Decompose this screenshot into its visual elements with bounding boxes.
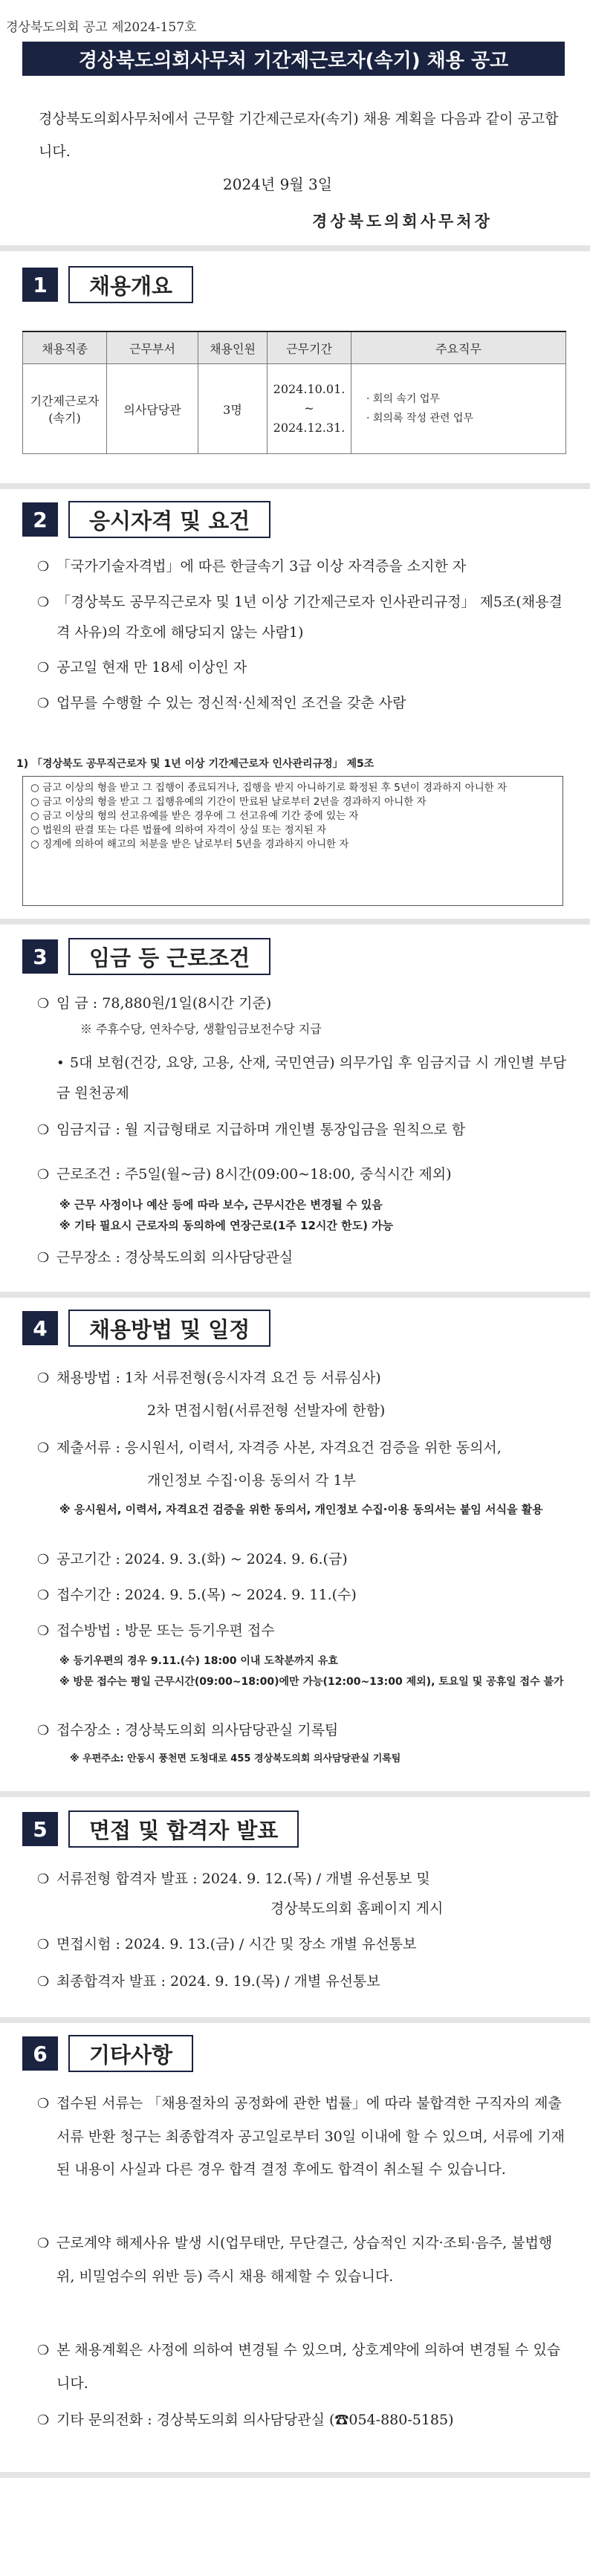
conditions-note: ※ 근무 사정이나 예산 등에 따라 보수, 근무시간은 변경될 수 있음 [59,1198,383,1211]
circle-bullet-icon: ❍ [37,1871,50,1887]
period-dash: ~ [304,401,314,415]
circle-bullet-icon: ❍ [37,1723,50,1738]
circle-bullet-icon: ❍ [37,660,50,676]
receipt-method-note: ※ 방문 접수는 평일 근무시간(09:00~18:00)에만 가능(12:00~13:00 제외), 토요일 및 공휴일 접수 불가 [59,1676,564,1688]
circle-bullet-icon: ❍ [37,1167,50,1182]
section-label: 임금 등 근로조건 [68,938,270,975]
circle-bullet-icon: ❍ [37,559,50,575]
section-divider [0,2472,590,2478]
payment-item: ❍ 임금지급 : 월 지급형태로 지급하며 개인별 통장입금을 원칙으로 함 [37,1115,572,1145]
circle-bullet-icon: ❍ [37,1440,50,1456]
footnote-line: ○ 법원의 판결 또는 다른 법률에 의하여 자격이 상실 또는 정지된 자 [30,824,327,836]
section-number: 2 [22,502,58,537]
cell-period [268,364,351,454]
circle-bullet-icon: ❍ [37,1974,50,1990]
method-item: ❍ 채용방법 : 1차 서류전형(응시자격 요건 등 서류심사) [37,1363,572,1394]
footnote-line: ○ 징계에 의하여 해고의 처분을 받은 날로부터 5년을 경과하지 아니한 자 [30,838,349,850]
job-type-line: (속기) [48,411,81,425]
insurance-item: • 5대 보험(건강, 요양, 고용, 산재, 국민연금) 의무가입 후 임금지급 시 개인별 부담금 원천공제 [56,1048,569,1108]
section-heading-4 [22,1310,270,1347]
misc-item: ❍ 본 채용계획은 사정에 의하여 변경될 수 있으며, 상호계약에 의하여 변경될 수 있습니다. [37,2334,569,2400]
footnote-line: ○ 금고 이상의 형의 선고유예를 받은 경우에 그 선고유예 기간 중에 있는 자 [30,810,359,822]
cell-job-type [23,364,107,454]
period-end: 2024.12.31. [273,421,346,435]
document-number: 경상북도의회 공고 제2024-157호 [6,20,197,35]
footnote-line: ○ 금고 이상의 형을 받고 그 집행유예의 기간이 만료된 날로부터 2년을 경과하지 아니한 자 [30,796,427,808]
footnote-line: ○ 금고 이상의 형을 받고 그 집행이 종료되거나, 집행을 받지 아니하기로 확정된 후 5년이 경과하지 아니한 자 [30,782,508,794]
issuer-name: 경상북도의회사무처장 [312,212,493,230]
circle-bullet-icon: ❍ [37,2096,50,2111]
cell-headcount: 3명 [198,364,268,454]
receipt-method-item: ❍ 접수방법 : 방문 또는 등기우편 접수 [37,1616,572,1646]
circle-bullet-icon: ❍ [37,696,50,711]
contact-item: ❍ 기타 문의전화 : 경상북도의회 의사담당관실 (☎054-880-5185) [37,2405,572,2436]
circle-bullet-icon: ❍ [37,1370,50,1386]
section-divider [0,483,590,489]
section-divider [0,2017,590,2023]
section-number: 3 [22,939,58,974]
final-result-item: ❍ 최종합격자 발표 : 2024. 9. 19.(목) / 개별 유선통보 [37,1967,572,1997]
col-header-duties: 주요직무 [351,331,566,364]
section-heading-5 [22,1810,299,1848]
postal-address: ※ 우편주소: 안동시 풍천면 도청대로 455 경상북도의회 의사담당관실 기록팀 [70,1753,401,1764]
cell-department: 의사담당관 [107,364,198,454]
job-overview-table [22,331,566,454]
section-label: 기타사항 [68,2035,193,2072]
section-label: 채용개요 [68,266,193,303]
footnote-heading: 1) 「경상북도 공무직근로자 및 1년 이상 기간제근로자 인사관리규정」 제5조 [16,758,375,770]
qualification-item: ❍ 공고일 현재 만 18세 이상인 자 [37,653,572,683]
receipt-period-item: ❍ 접수기간 : 2024. 9. 5.(목) ~ 2024. 9. 11.(수) [37,1580,572,1611]
qualification-item: ❍ 「경상북도 공무직근로자 및 1년 이상 기간제근로자 인사관리규정」 제5조(채용결격 사유)의 각호에 해당되지 않는 사람1) [37,587,572,647]
section-heading-1 [22,266,193,303]
period-start: 2024.10.01. [273,382,346,396]
circle-bullet-icon: ❍ [37,1623,50,1639]
circle-bullet-icon: ❍ [37,1552,50,1567]
col-header-headcount: 채용인원 [198,331,268,364]
notice-period-item: ❍ 공고기간 : 2024. 9. 3.(화) ~ 2024. 9. 6.(금) [37,1544,572,1575]
circle-bullet-icon: ❍ [37,1588,50,1603]
misc-item: ❍ 근로계약 해제사유 발생 시(업무태만, 무단결근, 상습적인 지각·조퇴·음주, 불법행위, 비밀엄수의 위반 등) 즉시 채용 해제할 수 있습니다. [37,2227,569,2293]
receipt-place-item: ❍ 접수장소 : 경상북도의회 의사담당관실 기록팀 [37,1715,572,1746]
section-label: 응시자격 및 요건 [68,501,270,538]
documents-item-2: 개인정보 수집·이용 동의서 각 1부 [147,1472,356,1489]
document-result-item-2: 경상북도의회 홈페이지 게시 [270,1900,444,1917]
announcement-title: 경상북도의회사무처 기간제근로자(속기) 채용 공고 [22,42,565,76]
interview-item: ❍ 면접시험 : 2024. 9. 13.(금) / 시간 및 장소 개별 유선통보 [37,1929,572,1960]
circle-bullet-icon: ❍ [37,595,50,610]
cell-duties [351,364,566,454]
col-header-job-type: 채용직종 [23,331,107,364]
conditions-item: ❍ 근로조건 : 주5일(월~금) 8시간(09:00~18:00, 중식시간 제외) [37,1159,572,1190]
wage-item: ❍ 임 금 : 78,880원/1일(8시간 기준) [37,988,572,1019]
section-number: 4 [22,1311,58,1345]
duty-item: · 회의 속기 업무 [366,393,440,405]
section-heading-2 [22,501,270,538]
section-divider [0,919,590,925]
section-divider [0,245,590,251]
section-label: 면접 및 합격자 발표 [68,1810,299,1848]
circle-bullet-icon: ❍ [37,2236,50,2251]
section-number: 5 [22,1812,58,1846]
section-number: 6 [22,2036,58,2071]
section-label: 채용방법 및 일정 [68,1310,270,1347]
col-header-period: 근무기간 [268,331,351,364]
wage-note: ※ 주휴수당, 연차수당, 생활임금보전수당 지급 [80,1022,322,1036]
workplace-item: ❍ 근무장소 : 경상북도의회 의사담당관실 [37,1243,572,1273]
circle-bullet-icon: ❍ [37,996,50,1012]
document-result-item: ❍ 서류전형 합격자 발표 : 2024. 9. 12.(목) / 개별 유선통보 및 [37,1864,572,1894]
circle-bullet-icon: ❍ [37,2343,50,2358]
circle-bullet-icon: ❍ [37,1250,50,1266]
circle-bullet-icon: ❍ [37,1937,50,1952]
conditions-note: ※ 기타 필요시 근로자의 동의하에 연장근로(1주 12시간 한도) 가능 [59,1219,394,1232]
section-heading-3 [22,938,270,975]
documents-item: ❍ 제출서류 : 응시원서, 이력서, 자격증 사본, 자격요건 검증을 위한 동의서, [37,1433,572,1463]
section-number: 1 [22,268,58,302]
method-item-2: 2차 면접시험(서류전형 선발자에 한함) [147,1402,386,1419]
duty-item: · 회의록 작성 관련 업무 [366,412,473,424]
table-header-row [23,331,566,364]
section-divider [0,1292,590,1298]
receipt-method-note: ※ 등기우편의 경우 9.11.(수) 18:00 이내 도착분까지 유효 [59,1655,338,1667]
job-type-line: 기간제근로자 [30,394,100,408]
section-heading-6 [22,2035,193,2072]
qualification-item: ❍ 「국가기술자격법」에 따른 한글속기 3급 이상 자격증을 소지한 자 [37,551,572,582]
dot-bullet-icon: • [56,1055,65,1071]
announcement-date: 2024년 9월 3일 [223,175,333,193]
qualification-item: ❍ 업무를 수행할 수 있는 정신적·신체적인 조건을 갖춘 사람 [37,688,572,719]
circle-bullet-icon: ❍ [37,2412,50,2428]
section-divider [0,1791,590,1797]
footnote-box [22,776,563,906]
documents-note: ※ 응시원서, 이력서, 자격요건 검증을 위한 동의서, 개인정보 수집·이용 동의서는 붙임 서식을 활용 [59,1503,543,1516]
col-header-department: 근무부서 [107,331,198,364]
intro-text: 경상북도의회사무처에서 근무할 기간제근로자(속기) 채용 계획을 다음과 같이 공고합니다. [39,111,559,160]
table-row [23,364,566,454]
misc-item: ❍ 접수된 서류는 「채용절차의 공정화에 관한 법률」에 따라 불합격한 구직자의 제출서류 반환 청구는 최종합격자 공고일로부터 30일 이내에 할 수 있으며, 서류에 기재된 내용이 사실과 다른 경우 합격 결정 후에도 합격이 취소될 수 있습니다. [37,2087,569,2186]
circle-bullet-icon: ❍ [37,1122,50,1138]
